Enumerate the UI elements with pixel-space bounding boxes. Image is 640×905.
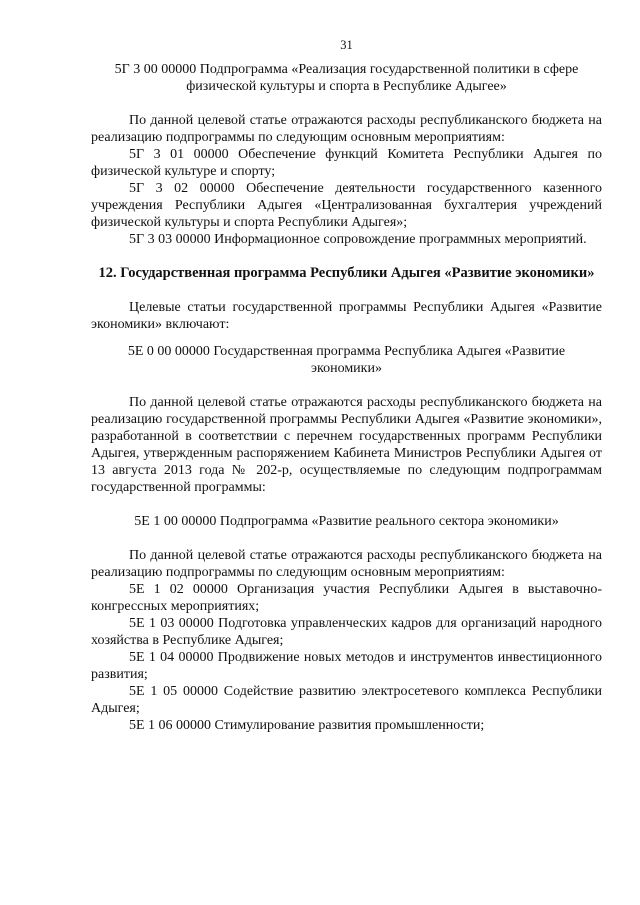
list-item: 5Е 1 03 00000 Подготовка управленческих кадров для организаций народного хозяйства в Республике Адыгея;: [91, 616, 602, 648]
list-item: 5Е 1 05 00000 Содействие развитию электросетевого комплекса Республики Адыгея;: [91, 684, 602, 716]
program-title-5e: 5Е 0 00 00000 Государственная программа Республика Адыгея «Развитие экономики»: [127, 344, 566, 376]
list-item: 5Г 3 01 00000 Обеспечение функций Комитета Республики Адыгея по физической культуре и спорту;: [91, 147, 602, 179]
paragraph-target-articles: Целевые статьи государственной программы Республики Адыгея «Развитие экономики» включают:: [91, 300, 602, 332]
list-item: 5Г 3 02 00000 Обеспечение деятельности государственного казенного учреждения Республики Адыгея «Централизованная бухгалтерия учреждений физической культуры и спорта Республики Адыгея»;: [91, 181, 602, 230]
section-heading: 12. Государственная программа Республики Адыгея «Развитие экономики»: [98, 265, 595, 281]
paragraph-expenses-5e1: По данной целевой статье отражаются расходы республиканского бюджета на реализацию подпрограммы по следующим основным мероприятиям:: [91, 548, 602, 580]
list-item: 5Г 3 03 00000 Информационное сопровождение программных мероприятий.: [129, 232, 587, 247]
paragraph-expenses-5e: По данной целевой статье отражаются расходы республиканского бюджета на реализацию государственной программы Республики Адыгея «Развитие экономики», разработанной в соответствии с перечнем государственных программ Республики Адыгея, утвержденным распоряжением Кабинета Министров Республики Адыгея от 13 августа 2013 года № 202-р, осуществляемые по следующим подпрограммам государственной программы:: [91, 395, 602, 495]
list-item: 5Е 1 06 00000 Стимулирование развития промышленности;: [129, 718, 485, 733]
subprogram-title-5e1: 5Е 1 00 00000 Подпрограмма «Развитие реального сектора экономики»: [134, 514, 559, 529]
document-body: [91, 61, 602, 734]
list-item: 5Е 1 04 00000 Продвижение новых методов и инструментов инвестиционного развития;: [91, 650, 602, 682]
subprogram-title-5g3: 5Г 3 00 00000 Подпрограмма «Реализация государственной политики в сфере физической культуры и спорта в Республике Адыгее»: [114, 62, 579, 94]
page-number: 31: [340, 38, 353, 52]
paragraph-expenses-5g3: По данной целевой статье отражаются расходы республиканского бюджета на реализацию подпрограммы по следующим основным мероприятиям:: [91, 113, 602, 145]
document-page: [91, 0, 602, 905]
list-item: 5Е 1 02 00000 Организация участия Республики Адыгея в выставочно-конгрессных мероприятиях;: [91, 582, 602, 614]
